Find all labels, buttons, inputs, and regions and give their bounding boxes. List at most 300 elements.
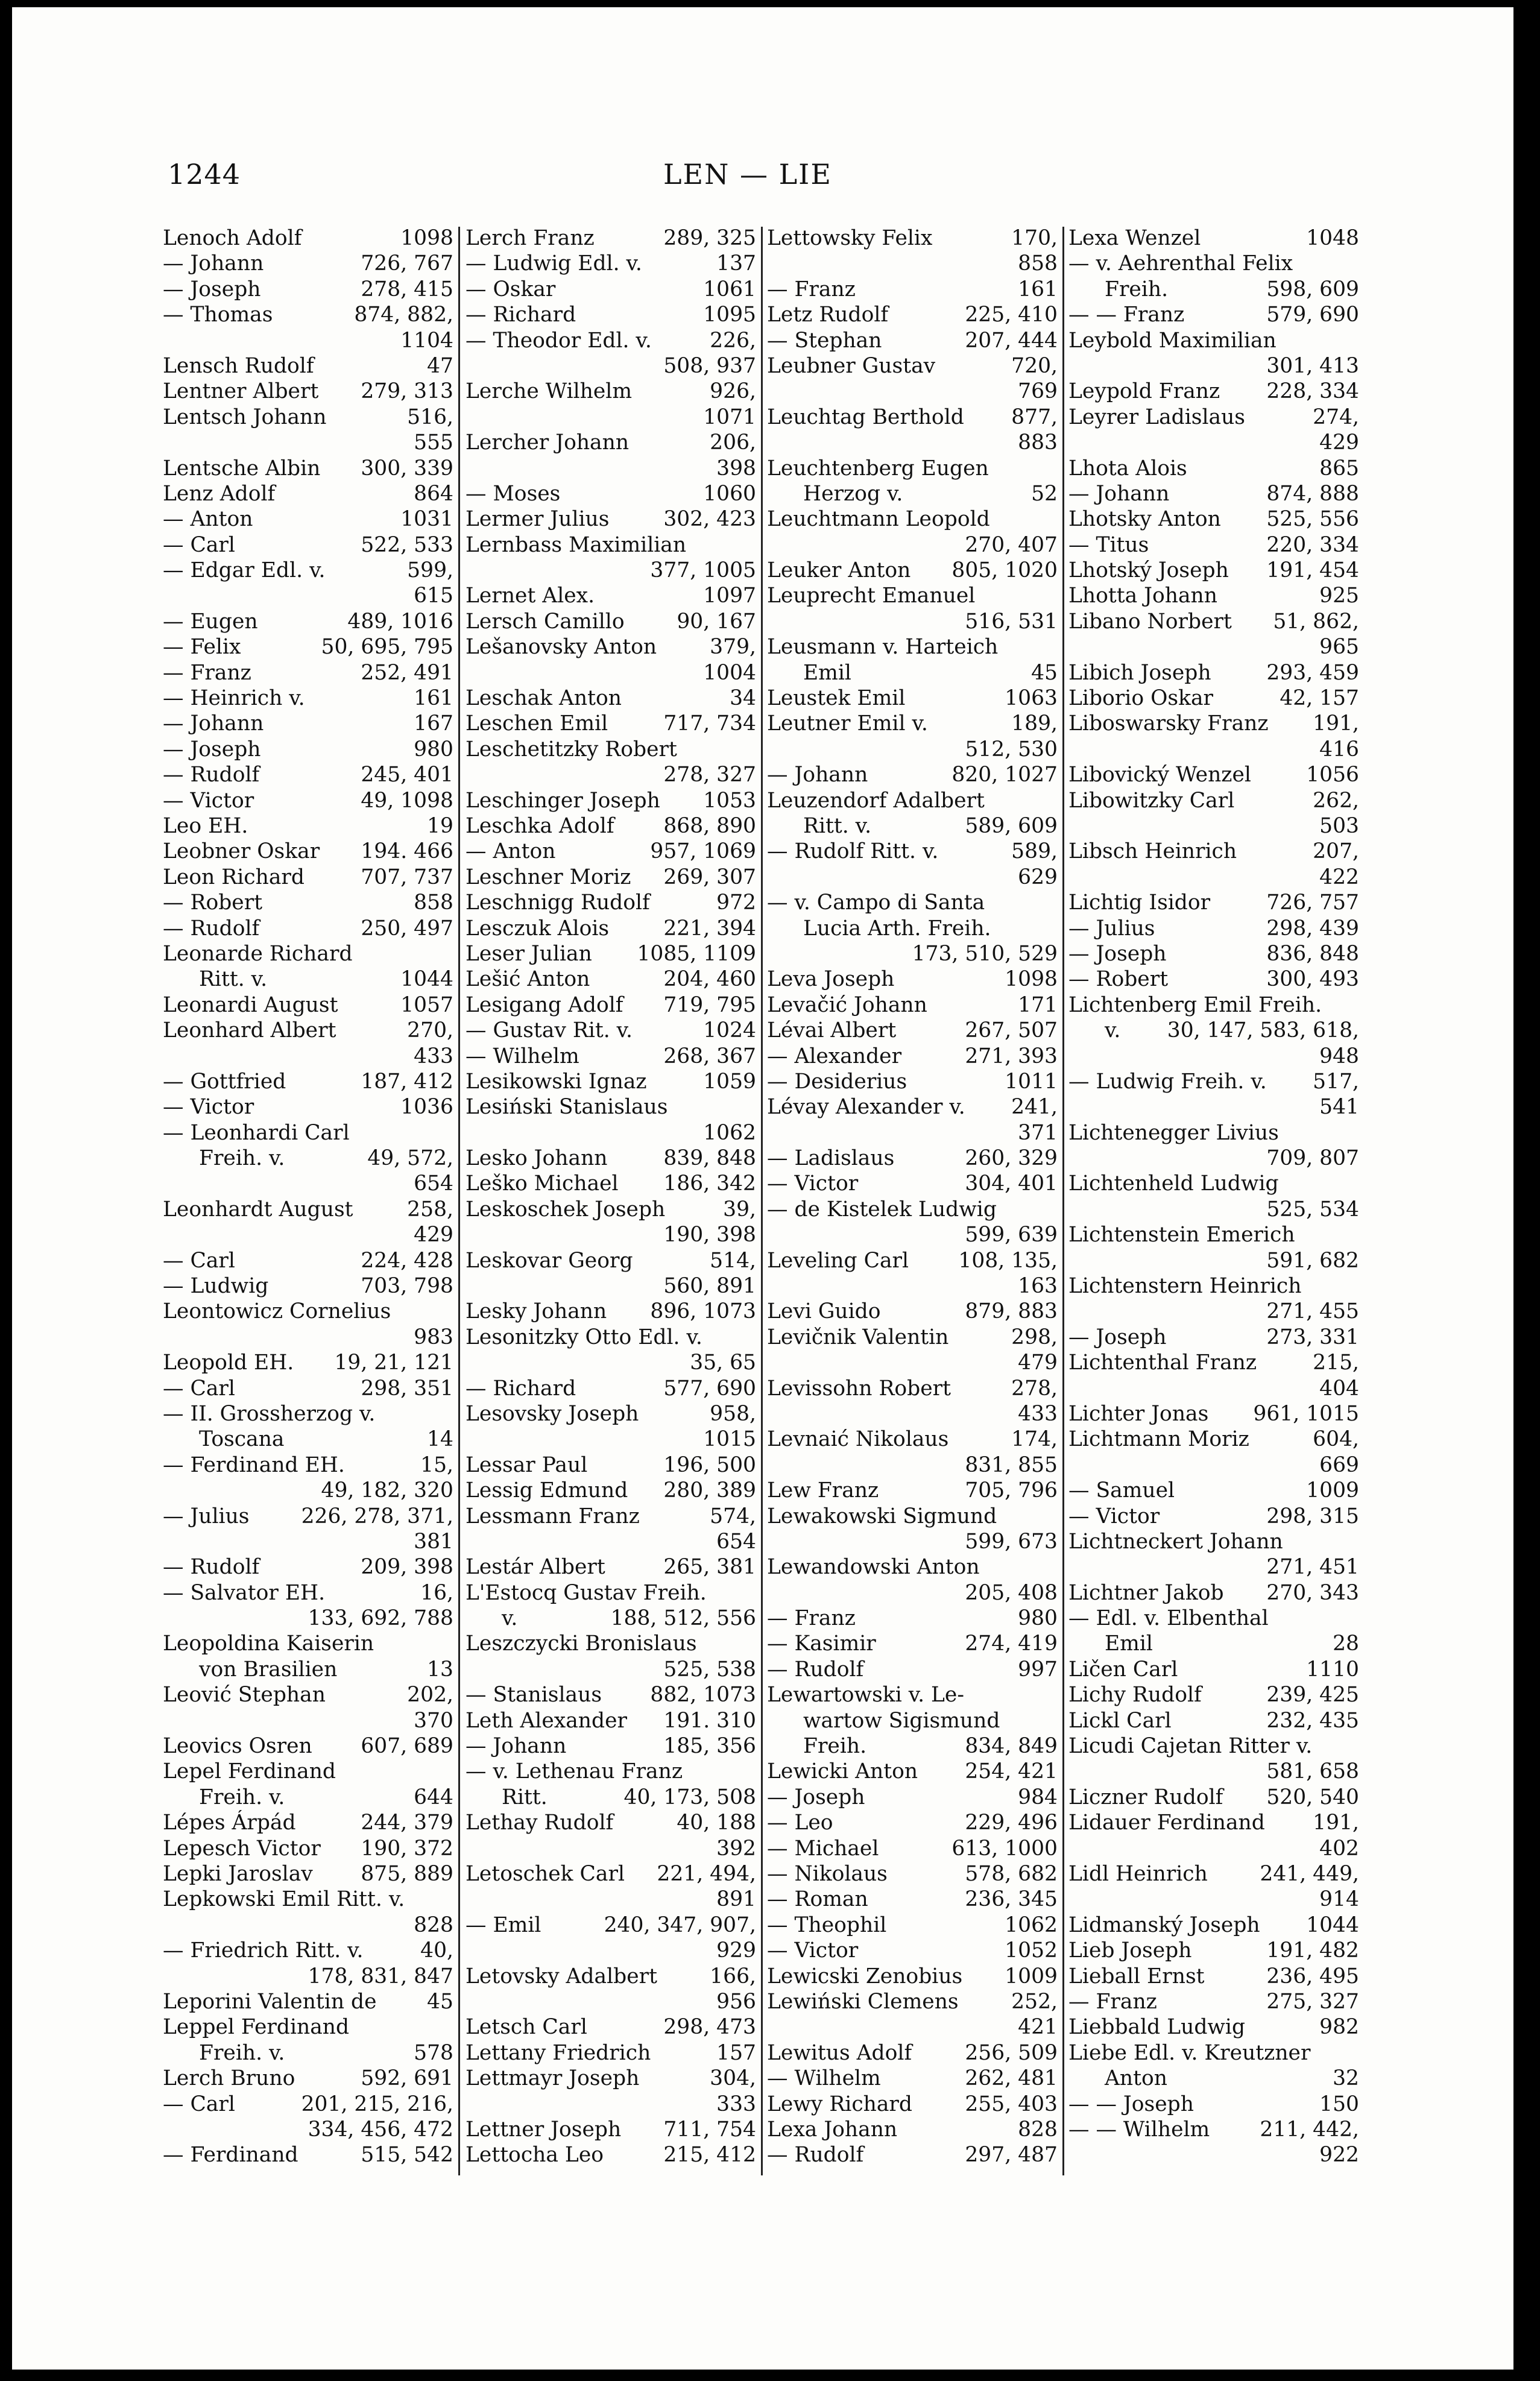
page-number: 1244: [168, 158, 241, 191]
index-entry-line: [465, 1044, 756, 1069]
index-entry-line: [1068, 1018, 1359, 1043]
entry-page-refs: 858: [1018, 251, 1058, 276]
index-entry-line: [767, 481, 1058, 506]
entry-name: — Victor: [767, 1938, 859, 1963]
index-entry-line: [1068, 1427, 1359, 1452]
entry-page-refs: 577, 690: [663, 1376, 756, 1401]
entry-name: — Robert: [163, 891, 263, 915]
index-entry-line: [767, 1146, 1058, 1171]
entry-page-refs: 28: [1333, 1632, 1359, 1656]
index-entry-line: [767, 890, 1058, 915]
entry-page-refs: 579, 690: [1266, 303, 1359, 327]
entry-name: Lickl Carl: [1068, 1708, 1172, 1733]
entry-page-refs: 240, 347, 907,: [604, 1913, 756, 1937]
entry-page-refs: 948: [1319, 1044, 1359, 1068]
index-entry-line: [163, 1554, 453, 1580]
entry-name: Freih. v.: [199, 1785, 285, 1809]
entry-name: Lhotta Johann: [1068, 584, 1217, 608]
entry-name: Lettany Friedrich: [465, 2040, 651, 2065]
entry-name: Lhota Alois: [1068, 456, 1187, 481]
index-entry-line: [1068, 1401, 1359, 1427]
index-entry-line: [1068, 1529, 1359, 1554]
entry-page-refs: 47: [427, 353, 453, 378]
index-entry-line: [465, 992, 756, 1018]
entry-page-refs: 298, 315: [1266, 1504, 1359, 1528]
index-entry-line: [1068, 456, 1359, 481]
entry-name: Lichtenthal Franz: [1068, 1351, 1257, 1375]
index-entry-line: [465, 251, 756, 276]
entry-name: Liebbald Ludwig: [1068, 2015, 1246, 2040]
index-entry-line: [465, 1657, 756, 1682]
entry-name: — Nikolaus: [767, 1862, 888, 1886]
entry-page-refs: 333: [716, 2092, 756, 2116]
entry-name: Leuchtag Berthold: [767, 405, 964, 429]
entry-page-refs: 578: [414, 2040, 453, 2065]
index-entry-line: [1068, 1631, 1359, 1656]
entry-name: Ličen Carl: [1068, 1657, 1178, 1682]
entry-name: Letoschek Carl: [465, 1862, 625, 1886]
entry-page-refs: 191, 482: [1266, 1938, 1359, 1963]
index-entry-line: [767, 1861, 1058, 1887]
index-entry-line: [1068, 1478, 1359, 1503]
index-entry-line: [465, 2142, 756, 2168]
index-entry-line: [465, 1964, 756, 1989]
index-entry-line: [1068, 379, 1359, 404]
index-entry-line: [1068, 1836, 1359, 1861]
entry-page-refs: 90, 167: [677, 609, 756, 634]
entry-name: Lesiński Stanislaus: [465, 1095, 668, 1120]
entry-name: Lentsch Johann: [163, 405, 327, 429]
entry-page-refs: 279, 313: [361, 379, 453, 404]
entry-page-refs: 52: [1031, 481, 1058, 506]
entry-name: Lensch Rudolf: [163, 353, 314, 378]
entry-page-refs: 40, 188: [677, 1811, 756, 1835]
index-entry-line: [1068, 277, 1359, 302]
entry-page-refs: 255, 403: [965, 2092, 1058, 2116]
entry-name: Lhotský Joseph: [1068, 558, 1229, 583]
entry-page-refs: 221, 494,: [657, 1862, 756, 1886]
entry-page-refs: 278, 327: [663, 763, 756, 787]
entry-page-refs: 805, 1020: [951, 558, 1058, 583]
index-entry-line: [465, 1478, 756, 1503]
entry-name: — Samuel: [1068, 1478, 1175, 1503]
entry-name: Leović Stephan: [163, 1683, 326, 1708]
index-entry-line: [163, 711, 453, 736]
index-column-4: [1068, 225, 1359, 2168]
index-entry-line: [163, 481, 453, 506]
entry-page-refs: 150: [1319, 2092, 1359, 2116]
entry-page-refs: 207,: [1313, 839, 1359, 864]
index-entry-line: [767, 967, 1058, 992]
entry-name: — Rudolf: [767, 2143, 864, 2168]
index-entry-line: [767, 2117, 1058, 2142]
entry-name: Lepel Ferdinand: [163, 1759, 336, 1784]
entry-name: Lieball Ernst: [1068, 1964, 1205, 1988]
index-entry-line: [767, 634, 1058, 660]
entry-page-refs: 379,: [710, 635, 756, 660]
column-divider: [1062, 227, 1064, 2175]
entry-name: Lessmann Franz: [465, 1504, 640, 1528]
entry-name: Leuker Anton: [767, 558, 911, 583]
index-entry-line: [767, 353, 1058, 379]
entry-name: Lichtmann Moriz: [1068, 1427, 1249, 1452]
entry-page-refs: 1061: [703, 277, 756, 301]
entry-page-refs: 220, 334: [1266, 532, 1359, 557]
entry-name: Leonhard Albert: [163, 1018, 336, 1043]
index-entry-line: [465, 1452, 756, 1478]
index-entry-line: [767, 1044, 1058, 1069]
entry-page-refs: 972: [716, 891, 756, 915]
index-entry-line: [1068, 1197, 1359, 1222]
entry-page-refs: 270, 407: [965, 532, 1058, 557]
entry-name: — Theodor Edl. v.: [465, 328, 652, 353]
index-entry-line: [465, 1580, 756, 1606]
index-entry-line: [163, 1094, 453, 1120]
entry-name: Ritt.: [502, 1785, 548, 1809]
index-entry-line: [163, 225, 453, 251]
index-entry-line: [767, 762, 1058, 787]
index-entry-line: [767, 532, 1058, 558]
entry-page-refs: 416: [1319, 737, 1359, 762]
index-entry-line: [465, 711, 756, 736]
entry-name: Lichtenheld Ludwig: [1068, 1172, 1279, 1196]
index-entry-line: [1068, 481, 1359, 506]
entry-name: — Carl: [163, 2092, 235, 2116]
entry-page-refs: 15,: [420, 1452, 453, 1477]
entry-name: — Rudolf Ritt. v.: [767, 839, 939, 864]
index-entry-line: [767, 1248, 1058, 1273]
entry-name: Lichter Jonas: [1068, 1401, 1209, 1426]
entry-page-refs: 228, 334: [1266, 379, 1359, 404]
entry-name: Licudi Cajetan Ritter v.: [1068, 1734, 1313, 1759]
entry-page-refs: 51, 862,: [1273, 609, 1359, 634]
index-entry-line: [767, 1580, 1058, 1606]
index-entry-line: [767, 1171, 1058, 1196]
index-entry-line: [465, 1708, 756, 1733]
entry-page-refs: 42, 157: [1280, 686, 1359, 711]
entry-page-refs: 422: [1319, 865, 1359, 889]
index-entry-line: [163, 609, 453, 634]
index-entry-line: [767, 1325, 1058, 1350]
entry-page-refs: 1097: [703, 584, 756, 608]
index-entry-line: [1068, 634, 1359, 660]
entry-name: — Johann: [767, 763, 868, 787]
index-entry-line: [163, 558, 453, 583]
entry-name: — — Wilhelm: [1068, 2117, 1210, 2142]
entry-page-refs: 1053: [703, 788, 756, 813]
entry-page-refs: 925: [1319, 584, 1359, 608]
index-entry-line: [767, 1785, 1058, 1810]
entry-name: Freih.: [1105, 277, 1169, 301]
entry-name: Lidl Heinrich: [1068, 1862, 1208, 1886]
entry-page-refs: 574,: [710, 1504, 756, 1528]
index-entry-line: [163, 992, 453, 1018]
entry-name: — — Franz: [1068, 303, 1185, 327]
entry-page-refs: 166,: [710, 1964, 756, 1988]
index-entry-line: [163, 251, 453, 276]
entry-name: — Stanislaus: [465, 1683, 602, 1708]
entry-name: — Theophil: [767, 1913, 887, 1937]
index-entry-line: [767, 788, 1058, 813]
index-entry-line: [163, 2142, 453, 2168]
index-entry-line: [163, 1376, 453, 1401]
index-entry-line: [767, 1938, 1058, 1963]
index-entry-line: [465, 762, 756, 787]
entry-page-refs: 874, 888: [1266, 481, 1359, 506]
entry-page-refs: 525, 534: [1266, 1197, 1359, 1222]
entry-page-refs: 163: [1018, 1274, 1058, 1299]
index-entry-line: [465, 1427, 756, 1452]
entry-name: Lexa Wenzel: [1068, 226, 1201, 250]
entry-name: Leschner Moriz: [465, 865, 631, 889]
entry-page-refs: 1060: [703, 481, 756, 506]
entry-name: Lidmanský Joseph: [1068, 1913, 1260, 1937]
entry-name: Lessar Paul: [465, 1452, 588, 1477]
entry-name: Leuzendorf Adalbert: [767, 788, 985, 813]
entry-page-refs: 1044: [1306, 1913, 1359, 1937]
entry-name: Leuprecht Emanuel: [767, 584, 976, 608]
entry-page-refs: 503: [1319, 813, 1359, 838]
entry-page-refs: 185, 356: [663, 1734, 756, 1759]
entry-name: Lešanovsky Anton: [465, 635, 657, 660]
entry-name: Lesovsky Joseph: [465, 1401, 639, 1426]
index-entry-line: [163, 1273, 453, 1299]
entry-name: — Joseph: [1068, 1325, 1167, 1349]
index-entry-line: [767, 2014, 1058, 2040]
index-entry-line: [465, 481, 756, 506]
entry-page-refs: 429: [1319, 430, 1359, 455]
index-entry-line: [465, 302, 756, 327]
entry-page-refs: 1062: [703, 1120, 756, 1145]
entry-page-refs: 298,: [1011, 1325, 1058, 1349]
index-entry-line: [465, 1733, 756, 1759]
entry-name: Lhotsky Anton: [1068, 507, 1221, 532]
entry-page-refs: 1095: [703, 303, 756, 327]
entry-page-refs: 188, 512, 556: [610, 1606, 756, 1631]
index-entry-line: [465, 558, 756, 583]
index-entry-line: [1068, 1913, 1359, 1938]
entry-page-refs: 40,: [420, 1938, 453, 1963]
entry-page-refs: 49, 182, 320: [321, 1478, 453, 1503]
entry-name: Letovsky Adalbert: [465, 1964, 657, 1988]
entry-name: Leschinger Joseph: [465, 788, 660, 813]
entry-page-refs: 581, 658: [1266, 1759, 1359, 1784]
entry-page-refs: 108, 135,: [958, 1248, 1058, 1273]
index-entry-line: [767, 1350, 1058, 1375]
entry-page-refs: 245, 401: [361, 763, 453, 787]
index-entry-line: [163, 1427, 453, 1452]
entry-name: Emil: [803, 660, 851, 685]
index-entry-line: [163, 1171, 453, 1196]
index-entry-line: [465, 1913, 756, 1938]
entry-page-refs: 170,: [1011, 226, 1058, 250]
entry-page-refs: 300, 493: [1266, 967, 1359, 992]
entry-name: Lenoch Adolf: [163, 226, 302, 250]
index-entry-line: [465, 1938, 756, 1963]
entry-page-refs: 244, 379: [361, 1811, 453, 1835]
entry-page-refs: 1062: [1005, 1913, 1058, 1937]
index-entry-line: [163, 1197, 453, 1222]
entry-name: — Desiderius: [767, 1069, 907, 1094]
entry-page-refs: 381: [414, 1529, 453, 1554]
index-entry-line: [767, 1273, 1058, 1299]
entry-page-refs: 479: [1018, 1351, 1058, 1375]
index-entry-line: [163, 1708, 453, 1733]
index-entry-line: [163, 506, 453, 532]
entry-name: — Gustav Rit. v.: [465, 1018, 633, 1043]
index-entry-line: [163, 1810, 453, 1835]
entry-page-refs: 965: [1319, 635, 1359, 660]
entry-name: Ritt. v.: [199, 967, 268, 992]
entry-name: — Carl: [163, 1248, 235, 1273]
entry-name: Leuchtmann Leopold: [767, 507, 990, 532]
entry-name: Lépes Árpád: [163, 1811, 296, 1835]
entry-name: Herzog v.: [803, 481, 903, 506]
entry-page-refs: 512, 530: [965, 737, 1058, 762]
entry-page-refs: 877,: [1011, 405, 1058, 429]
entry-page-refs: 834, 849: [965, 1734, 1058, 1759]
entry-page-refs: 239, 425: [1266, 1683, 1359, 1708]
entry-page-refs: 956: [716, 1989, 756, 2014]
index-entry-line: [465, 1810, 756, 1835]
entry-page-refs: 45: [1031, 660, 1058, 685]
entry-page-refs: 896, 1073: [650, 1299, 756, 1324]
entry-page-refs: 1048: [1306, 226, 1359, 250]
index-entry-line: [465, 328, 756, 353]
index-entry-line: [1068, 405, 1359, 430]
entry-name: Lentsche Albin: [163, 456, 321, 481]
index-entry-line: [1068, 1146, 1359, 1171]
index-entry-line: [163, 1606, 453, 1631]
index-entry-line: [465, 1325, 756, 1350]
index-entry-line: [163, 532, 453, 558]
index-entry-line: [465, 532, 756, 558]
entry-page-refs: 522, 533: [361, 532, 453, 557]
entry-page-refs: 980: [414, 737, 453, 762]
index-entry-line: [767, 1554, 1058, 1580]
entry-page-refs: 1009: [1005, 1964, 1058, 1988]
entry-page-refs: 421: [1018, 2015, 1058, 2040]
index-entry-line: [163, 277, 453, 302]
entry-name: Lettner Joseph: [465, 2117, 622, 2142]
index-entry-line: [767, 558, 1058, 583]
entry-name: Levičnik Valentin: [767, 1325, 949, 1349]
entry-name: — Joseph: [163, 737, 261, 762]
entry-page-refs: 525, 556: [1266, 507, 1359, 532]
index-entry-line: [163, 405, 453, 430]
entry-page-refs: 644: [414, 1785, 453, 1809]
entry-page-refs: 874, 882,: [354, 303, 453, 327]
entry-name: Libowitzky Carl: [1068, 788, 1235, 813]
entry-name: Leopoldina Kaiserin: [163, 1632, 374, 1656]
entry-page-refs: 599, 673: [965, 1529, 1058, 1554]
index-entry-line: [465, 506, 756, 532]
entry-name: Ritt. v.: [803, 813, 872, 838]
index-entry-line: [465, 916, 756, 941]
entry-name: Leutner Emil v.: [767, 711, 928, 736]
index-entry-line: [1068, 865, 1359, 890]
index-entry-line: [767, 1197, 1058, 1222]
entry-name: Letsch Carl: [465, 2015, 587, 2040]
entry-page-refs: 1059: [703, 1069, 756, 1094]
running-head: LEN — LIE: [663, 158, 832, 191]
entry-name: Lesigang Adolf: [465, 992, 623, 1017]
entry-name: Freih. v.: [199, 2040, 285, 2065]
entry-name: Leuchtenberg Eugen: [767, 456, 989, 481]
index-entry-line: [465, 865, 756, 890]
entry-page-refs: 1098: [400, 226, 453, 250]
index-entry-line: [163, 941, 453, 967]
entry-page-refs: 304,: [710, 2066, 756, 2091]
entry-name: Leschen Emil: [465, 711, 608, 736]
entry-page-refs: 1098: [1005, 967, 1058, 992]
entry-page-refs: 224, 428: [361, 1248, 453, 1273]
entry-name: Lermer Julius: [465, 507, 610, 532]
entry-page-refs: 516, 531: [965, 609, 1058, 634]
index-entry-line: [163, 1248, 453, 1273]
entry-page-refs: 13: [427, 1657, 453, 1682]
index-entry-line: [163, 762, 453, 787]
entry-name: Lichtenegger Livius: [1068, 1120, 1279, 1145]
entry-name: Lernbass Maximilian: [465, 532, 687, 557]
entry-page-refs: 707, 737: [361, 865, 453, 889]
index-entry-line: [465, 1273, 756, 1299]
entry-page-refs: 258,: [407, 1197, 453, 1222]
entry-page-refs: 50, 695, 795: [321, 635, 453, 660]
entry-name: — Roman: [767, 1887, 868, 1912]
entry-name: — Johann: [1068, 481, 1170, 506]
index-entry-line: [163, 1836, 453, 1861]
index-entry-line: [1068, 1504, 1359, 1529]
entry-page-refs: 252,: [1011, 1989, 1058, 2014]
index-entry-line: [163, 1785, 453, 1810]
index-entry-line: [767, 2040, 1058, 2066]
column-divider: [458, 227, 460, 2175]
index-entry-line: [163, 1733, 453, 1759]
entry-page-refs: 262, 481: [965, 2066, 1058, 2091]
entry-name: Lieb Joseph: [1068, 1938, 1192, 1963]
entry-page-refs: 516,: [407, 405, 453, 429]
entry-name: Leo EH.: [163, 813, 248, 838]
index-entry-line: [465, 1504, 756, 1529]
entry-name: — Julius: [163, 1504, 250, 1528]
entry-name: Lethay Rudolf: [465, 1811, 614, 1835]
index-entry-line: [465, 1299, 756, 1324]
entry-page-refs: 236, 345: [965, 1887, 1058, 1912]
index-entry-line: [163, 353, 453, 379]
entry-name: — Leonhardi Carl: [163, 1120, 350, 1145]
entry-page-refs: 865: [1319, 456, 1359, 481]
entry-name: Leser Julian: [465, 941, 592, 966]
entry-page-refs: 958,: [710, 1401, 756, 1426]
entry-page-refs: 984: [1018, 1785, 1058, 1809]
entry-name: — Franz: [163, 660, 251, 685]
entry-name: Leyrer Ladislaus: [1068, 405, 1246, 429]
entry-name: v.: [502, 1606, 518, 1631]
entry-page-refs: 541: [1319, 1095, 1359, 1120]
entry-page-refs: 304, 401: [965, 1172, 1058, 1196]
index-entry-line: [465, 1554, 756, 1580]
index-entry-line: [163, 916, 453, 941]
index-entry-line: [163, 1044, 453, 1069]
entry-name: — Ferdinand: [163, 2143, 298, 2168]
index-entry-line: [1068, 2142, 1359, 2168]
entry-page-refs: 705, 796: [965, 1478, 1058, 1503]
entry-page-refs: 717, 734: [663, 711, 756, 736]
entry-name: Lepkowski Emil Ritt. v.: [163, 1887, 405, 1912]
entry-page-refs: 19: [427, 813, 453, 838]
entry-name: Toscana: [199, 1427, 285, 1452]
